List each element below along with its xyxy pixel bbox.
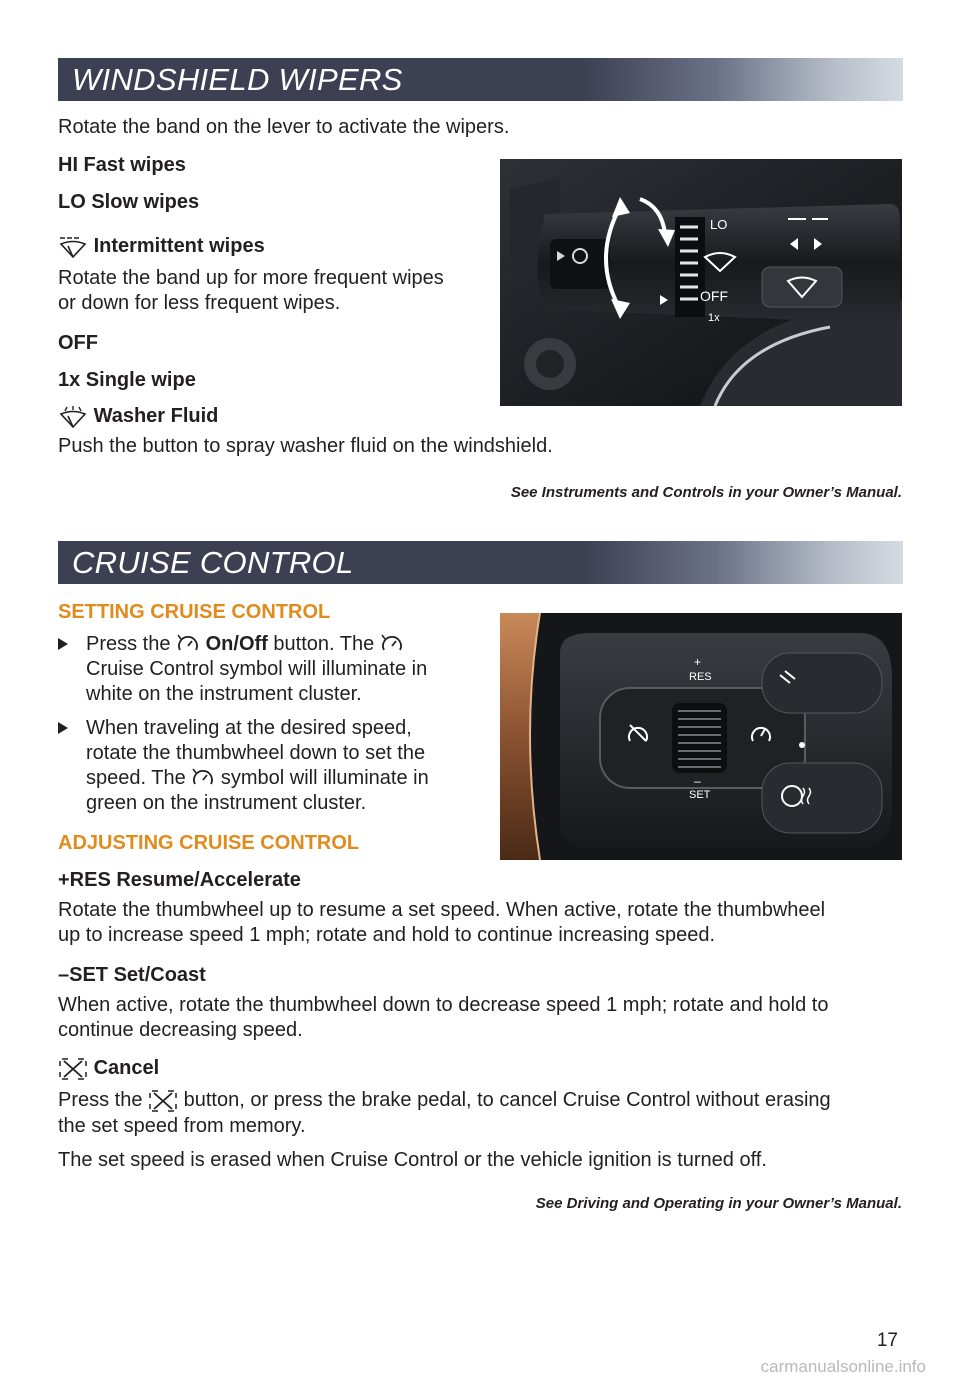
bullet1-text-c: button. The [273, 633, 375, 655]
washer-fluid-icon [58, 405, 88, 429]
cancel-icon [148, 1089, 178, 1113]
wheel-label-res: RES [689, 671, 712, 683]
res-line-1: Rotate the thumbwheel up to resume a set speed. When active, rotate the thumbwheel [58, 899, 826, 921]
wipers-single: 1x Single wipe [58, 369, 196, 391]
res-line-2: up to increase speed 1 mph; rotate and hold to continue increasing speed. [58, 924, 716, 946]
set-line-1: When active, rotate the thumbwheel down to decrease speed 1 mph; rotate and hold to [58, 994, 829, 1016]
svg-text:+: + [694, 655, 702, 669]
section-banner-cruise [58, 541, 903, 584]
wipers-washer-heading [58, 404, 218, 429]
bullet1-line3: white on the instrument cluster. [86, 683, 362, 705]
cruise-control-icon [380, 634, 404, 656]
cancel-title: Cancel [93, 1057, 160, 1079]
cruise-control-icon [176, 634, 200, 656]
bullet1-text-a: Press the [86, 633, 171, 655]
cruise-control-icon [191, 768, 215, 790]
intermittent-wiper-icon [58, 235, 88, 259]
adjusting-heading: ADJUSTING CRUISE CONTROL [58, 832, 360, 854]
wiper-lever-photo [500, 159, 902, 406]
cancel-line1b: button, or press the brake pedal, to cancel Cruise Control without erasing [183, 1089, 831, 1111]
page-number: 17 [876, 1330, 898, 1351]
wipers-intro: Rotate the band on the lever to activate the wipers. [58, 116, 510, 138]
lever-label-1x: 1x [708, 312, 720, 324]
watermark: carmanualsonline.info [760, 1357, 926, 1376]
bullet1-line2: Cruise Control symbol will illuminate in [86, 658, 428, 680]
lever-label-lo: LO [710, 217, 728, 232]
bullet2-line1: When traveling at the desired speed, [86, 717, 412, 739]
section-banner-wipers [58, 58, 903, 101]
bullet2-line2: rotate the thumbwheel down to set the [86, 742, 426, 764]
cruise-reference: See Driving and Operating in your Owner’s Manual. [535, 1195, 902, 1212]
cancel-line-1 [58, 1088, 831, 1113]
bullet1-text-b: On/Off [205, 633, 268, 655]
setting-bullet-1 [58, 632, 478, 707]
cancel-heading [58, 1056, 159, 1081]
cancel-icon [58, 1057, 88, 1081]
svg-text:–: – [694, 774, 701, 788]
washer-desc: Push the button to spray washer fluid on the windshield. [58, 435, 553, 457]
bullet-arrow-icon [58, 722, 68, 734]
set-line-2: continue decreasing speed. [58, 1019, 303, 1041]
bullet2-line3b: symbol will illuminate in [220, 767, 429, 789]
intermittent-desc-1: Rotate the band up for more frequent wipes [58, 267, 444, 289]
erased-note: The set speed is erased when Cruise Control or the vehicle ignition is turned off. [58, 1149, 767, 1171]
cancel-line1a: Press the [58, 1089, 143, 1111]
cruise-controls-photo [500, 613, 902, 860]
intermittent-title: Intermittent wipes [93, 235, 265, 257]
set-title: –SET Set/Coast [58, 964, 206, 986]
res-title: +RES Resume/Accelerate [58, 869, 301, 891]
setting-bullet-2 [58, 716, 478, 816]
wheel-label-set: SET [689, 789, 711, 801]
bullet2-line4: green on the instrument cluster. [86, 792, 367, 814]
steering-wheel-illustration [500, 613, 902, 860]
bullet-arrow-icon [58, 638, 68, 650]
wiper-lever-illustration [500, 159, 902, 406]
setting-heading: SETTING CRUISE CONTROL [58, 601, 331, 623]
lever-label-off: OFF [700, 288, 728, 304]
cancel-line-2: the set speed from memory. [58, 1115, 306, 1137]
wipers-intermittent-heading [58, 234, 265, 259]
intermittent-desc-2: or down for less frequent wipes. [58, 292, 341, 314]
section-title: WINDSHIELD WIPERS [72, 62, 403, 97]
washer-title: Washer Fluid [93, 405, 219, 427]
bullet2-line3a: speed. The [86, 767, 186, 789]
wipers-hi: HI Fast wipes [58, 154, 186, 176]
wipers-off: OFF [58, 332, 98, 354]
section-title: CRUISE CONTROL [72, 545, 354, 580]
wipers-lo: LO Slow wipes [58, 191, 200, 213]
wipers-reference: See Instruments and Controls in your Owner’s Manual. [510, 484, 902, 501]
